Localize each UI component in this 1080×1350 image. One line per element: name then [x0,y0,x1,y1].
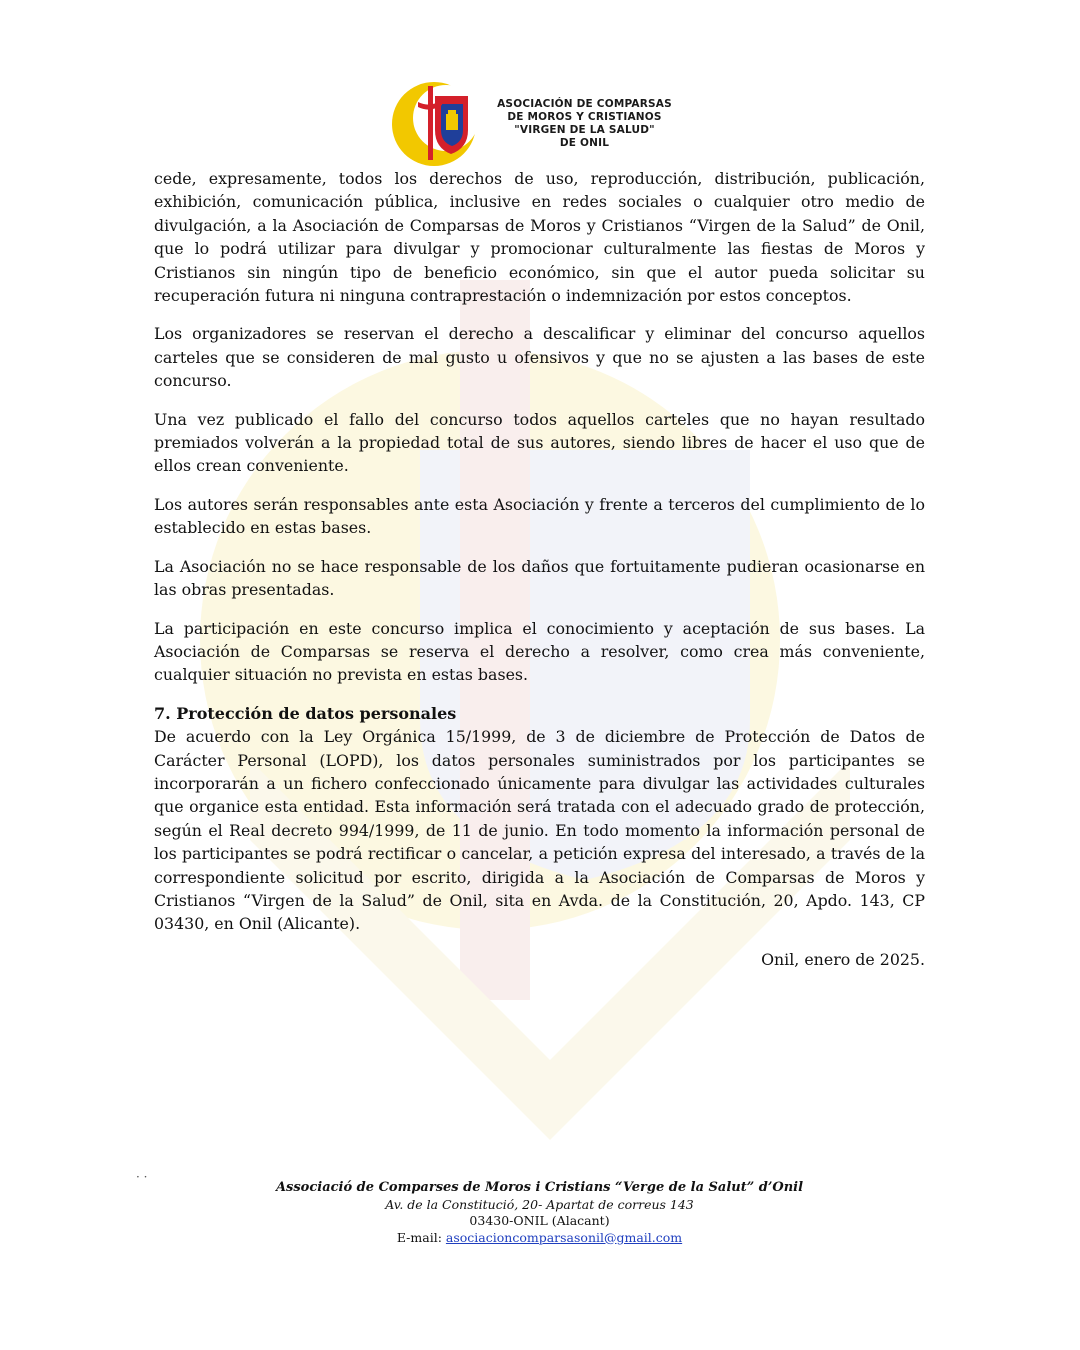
section-heading: 7. Protección de datos personales [154,703,457,723]
footer-org-name: Associació de Comparses de Moros i Cristians “Verge de la Salut” d’Onil [275,1180,804,1195]
letterhead [388,80,693,168]
document-body [154,167,925,971]
org-name-block [487,98,682,150]
section-paragraph: De acuerdo con la Ley Orgánica 15/1999, de 3 de diciembre de Protección de Datos de Carácter Personal (LOPD), los datos personales suministrados por los participantes se incorporarán a un fichero confeccionado únicamente para divulgar las actividades culturales que organice esta entidad. Esta información será tratada con el adecuado grado de protección, según el Real decreto 994/1999, de 11 de junio. En todo momento la información personal de los participantes se podrá rectificar o cancelar, a petición expresa del interesado, a través de la correspondiente solicitud por escrito, dirigida a la Asociación de Comparsas de Moros y Cristianos “Virgen de la Salud” de Onil, sita en Avda. de la Constitución, 20, Apdo. 143, CP 03430, en Onil (Alicante). [154,727,925,934]
body-paragraph: cede, expresamente, todos los derechos de uso, reproducción, distribución, publicación, exhibición, comunicación pública, inclusive en redes sociales o cualquier otro medio de divulgación, a la Asociación de Comparsas de Moros y Cristianos “Virgen de la Salud” de Onil, que lo podrá utilizar para divulgar y promocionar culturalmente las fiestas de Moros y Cristianos sin ningún tipo de beneficio económico, sin que el autor pueda solicitar su recuperación futura ni ninguna contraprestación o indemnización por estos conceptos. [154,169,925,306]
org-name-line: DE ONIL [559,137,610,149]
body-paragraph: Los autores serán responsables ante esta Asociación y frente a terceros del cumplimiento de lo establecido en estas bases. [154,494,925,538]
body-paragraph: La Asociación no se hace responsable de los daños que fortuitamente pudieran ocasionarse en las obras presentadas. [154,556,925,600]
page-marks: · · [136,1170,148,1184]
place-date-signoff: Onil, enero de 2025. [761,949,925,969]
body-paragraph: La participación en este concurso implica el conocimiento y aceptación de sus bases. La Asociación de Comparsas se reserva el derecho a resolver, como crea más conveniente, cualquier situación no prevista en estas bases. [154,618,925,685]
footer-email-label: E-mail: [396,1229,442,1245]
org-name-line: DE MOROS Y CRISTIANOS [507,111,662,123]
footer-address: Av. de la Constitució, 20- Apartat de correus 143 [385,1196,694,1212]
org-name-line: "VIRGEN DE LA SALUD" [514,124,655,136]
footer-email-link[interactable]: asociacioncomparsasonil@gmail.com [445,1229,683,1245]
association-logo-icon [388,80,483,168]
footer-email-line [154,1230,925,1247]
body-paragraph: Una vez publicado el fallo del concurso todos aquellos carteles que no hayan resultado premiados volverán a la propiedad total de sus autores, siendo libres de hacer el uso que de ellos crean conveniente. [154,409,925,476]
page-footer [154,1180,925,1246]
footer-city: 03430-ONIL (Alacant) [469,1213,610,1228]
body-paragraph: Los organizadores se reservan el derecho a descalificar y eliminar del concurso aquellos carteles que se consideren de mal gusto u ofensivos y que no se ajusten a las bases de este concurso. [154,324,925,391]
org-name-line: ASOCIACIÓN DE COMPARSAS [497,98,672,110]
